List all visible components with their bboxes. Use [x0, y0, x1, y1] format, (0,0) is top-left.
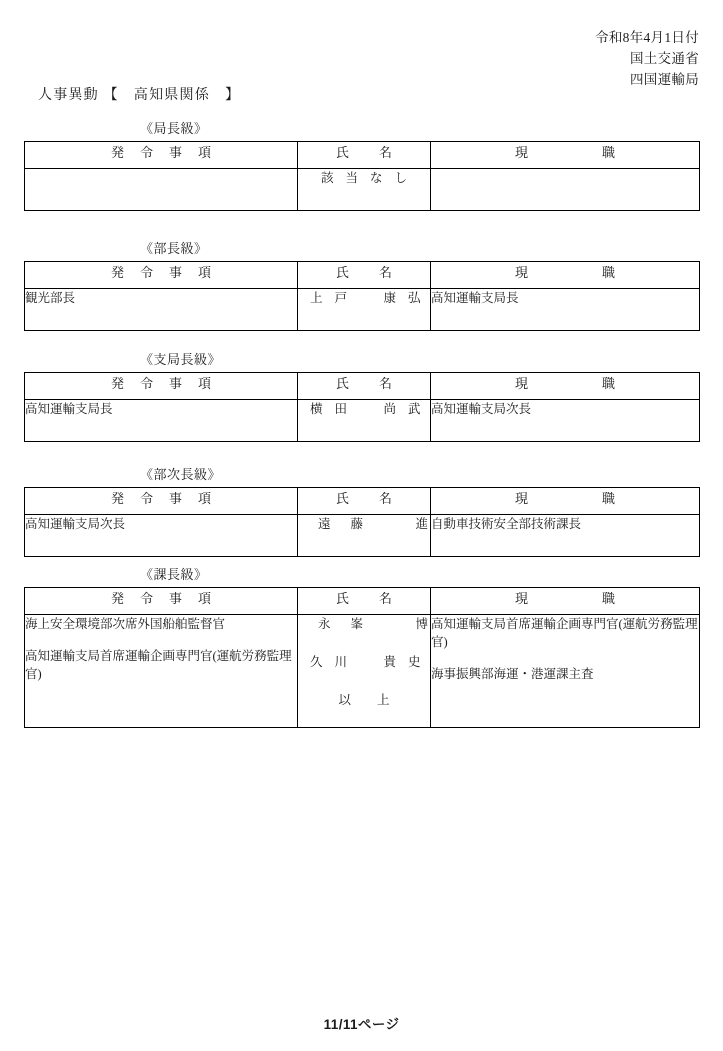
personnel-table [24, 587, 700, 728]
column-header-name [298, 588, 431, 615]
cell-post: 高知運輸支局長 [431, 289, 700, 331]
table-row [25, 169, 700, 211]
column-header-name-text: 氏名 [335, 265, 422, 280]
end-mark-text: 以上 [338, 693, 416, 708]
cell-order [25, 615, 298, 728]
cell-post: 自動車技術安全部技術課長 [431, 515, 700, 557]
column-header-name-text: 氏名 [335, 145, 422, 160]
cell-name [298, 289, 431, 331]
cell-name [298, 169, 431, 211]
column-header-name [298, 142, 431, 169]
table-header-row [25, 262, 700, 289]
table-header-row [25, 488, 700, 515]
header-date: 令和8年4月1日付 [595, 30, 699, 45]
column-header-order-text: 発令事項 [110, 491, 227, 506]
column-header-order-text: 発令事項 [110, 376, 227, 391]
personnel-table [24, 261, 700, 331]
column-header-post [431, 588, 700, 615]
name-entry [298, 615, 449, 633]
column-header-post [431, 142, 700, 169]
column-header-post-text: 現職 [514, 376, 689, 391]
column-header-post-text: 現職 [514, 145, 689, 160]
section-label: 《部長級》 [140, 241, 208, 256]
cell-post [431, 169, 700, 211]
cell-name-text: 該当なし [320, 171, 419, 185]
cell-order: 高知運輸支局次長 [25, 515, 298, 557]
cell-post [431, 615, 700, 728]
cell-name-text: 遠藤 進 [318, 517, 449, 531]
column-header-post-text: 現職 [514, 265, 689, 280]
column-header-order [25, 588, 298, 615]
end-mark [298, 691, 430, 709]
cell-name [298, 400, 431, 442]
cell-name [298, 515, 449, 557]
section-kyokuchokyu [24, 118, 699, 211]
order-entry: 海上安全環境部次席外国船舶監督官 [25, 617, 226, 631]
table-header-row [25, 588, 700, 615]
column-header-post-text: 現職 [514, 591, 689, 606]
section-kachokyu [24, 564, 699, 728]
document-header [595, 28, 699, 91]
column-header-post [431, 373, 700, 400]
post-entry: 高知運輸支局首席運輸企画専門官(運航労務監理官) [431, 617, 698, 650]
cell-name-text: 上戸 康弘 [310, 291, 433, 305]
personnel-table [24, 141, 700, 211]
order-entry: 高知運輸支局首席運輸企画専門官(運航労務監理官) [25, 649, 292, 682]
cell-order [25, 169, 298, 211]
section-buchokyu [24, 238, 699, 331]
header-ministry: 国土交通省 [630, 50, 699, 66]
table-header-row [25, 373, 700, 400]
column-header-name [298, 373, 431, 400]
name-entry [298, 653, 433, 671]
column-header-post [431, 488, 700, 515]
column-header-order [25, 488, 298, 515]
cell-order: 観光部長 [25, 289, 298, 331]
column-header-order-text: 発令事項 [110, 591, 227, 606]
page-footer: 11/11ページ [323, 1017, 400, 1032]
section-shikyokuchokyu [24, 349, 699, 442]
name-entry-text: 久川 貴史 [310, 655, 433, 670]
column-header-name-text: 氏名 [335, 376, 422, 391]
cell-name-text: 横田 尚武 [310, 402, 433, 416]
header-bureau: 四国運輸局 [630, 71, 699, 87]
column-header-post [431, 262, 700, 289]
personnel-table [24, 372, 700, 442]
column-header-name [298, 262, 431, 289]
cell-name [298, 615, 449, 728]
column-header-order-text: 発令事項 [110, 265, 227, 280]
column-header-order [25, 373, 298, 400]
cell-order: 高知運輸支局長 [25, 400, 298, 442]
table-header-row [25, 142, 700, 169]
personnel-table [24, 487, 700, 557]
column-header-name-text: 氏名 [335, 591, 422, 606]
table-row [25, 515, 700, 557]
cell-post: 高知運輸支局次長 [431, 400, 700, 442]
section-bujichokyu [24, 464, 699, 557]
column-header-name-text: 氏名 [335, 491, 422, 506]
column-header-order-text: 発令事項 [110, 145, 227, 160]
section-label: 《局長級》 [140, 121, 208, 136]
column-header-order [25, 262, 298, 289]
column-header-order [25, 142, 298, 169]
page-title: 人事異動 【 高知県関係 】 [38, 88, 241, 103]
column-header-name [298, 488, 431, 515]
section-label: 《支局長級》 [140, 352, 222, 367]
post-entry: 海事振興部海運・港運課主査 [431, 667, 594, 682]
section-label: 《課長級》 [140, 567, 208, 582]
column-header-post-text: 現職 [514, 491, 689, 506]
table-row [25, 289, 700, 331]
name-entry-text: 永峯 博 [318, 617, 449, 631]
section-label: 《部次長級》 [140, 467, 222, 482]
table-row [25, 615, 700, 728]
table-row [25, 400, 700, 442]
